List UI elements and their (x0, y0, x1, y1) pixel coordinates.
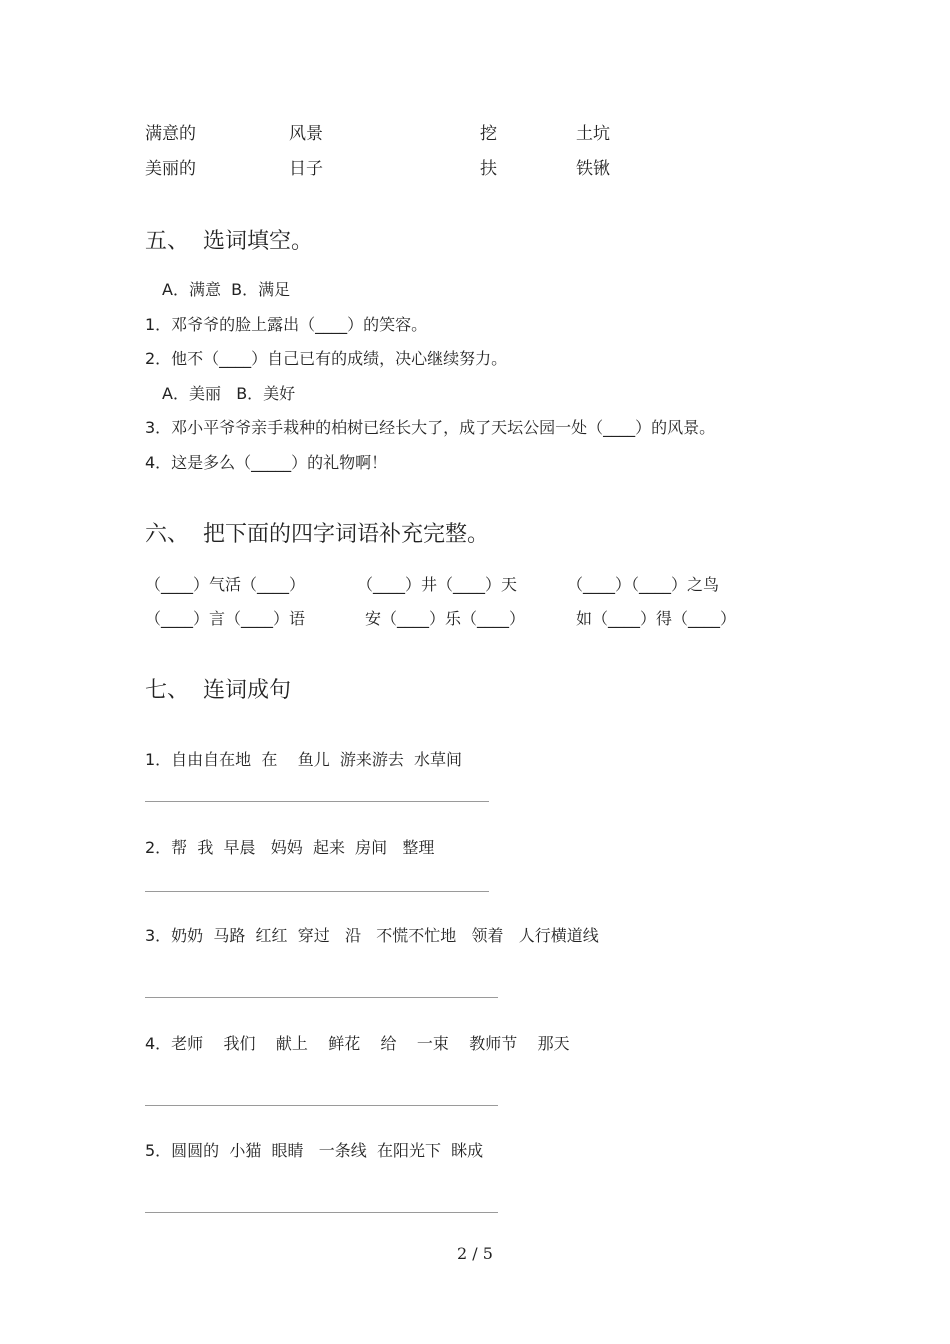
s5-options-2: A．美丽 B．美好 (162, 384, 296, 403)
s7-item-3: 3．奶奶 马路 红红 穿过 沿 不慌不忙地 领着 人行横道线 (145, 926, 599, 945)
s6-r1-c1: （____）气活（____） (145, 575, 306, 594)
s5-question-2: 2．他不（____）自己已有的成绩，决心继续努力。 (145, 349, 508, 368)
match-row1-noun: 土坑 (576, 124, 610, 144)
s7-item-4: 4．老师 我们 献上 鲜花 给 一束 教师节 那天 (145, 1034, 570, 1053)
match-row2-verb: 扶 (480, 159, 497, 179)
s7-item-2: 2．帮 我 早晨 妈妈 起来 房间 整理 (145, 838, 435, 857)
s5-question-4: 4．这是多么（_____）的礼物啊！ (145, 453, 388, 472)
match-row1-mid: 风景 (289, 124, 323, 144)
s6-r1-c2: （____）井（____）天 (357, 575, 518, 594)
answer-line-5[interactable] (145, 1212, 498, 1213)
page-number: 2 / 5 (457, 1244, 493, 1263)
answer-line-2[interactable] (145, 891, 489, 892)
s6-r2-c3: 如（____）得（____） (576, 609, 737, 628)
section6-heading: 六、 把下面的四字词语补充完整。 (145, 522, 489, 547)
match-row1-verb: 挖 (480, 124, 497, 144)
match-row2-noun: 铁锹 (576, 159, 610, 179)
match-row1-left: 满意的 (145, 124, 196, 144)
s7-item-5: 5．圆圆的 小猫 眼睛 一条线 在阳光下 眯成 (145, 1141, 484, 1160)
section5-heading: 五、 选词填空。 (145, 229, 313, 254)
match-row2-mid: 日子 (289, 159, 323, 179)
s6-r1-c3: （____）（____）之鸟 (567, 575, 720, 594)
answer-line-3[interactable] (145, 997, 498, 998)
answer-line-1[interactable] (145, 801, 489, 802)
s5-options-1: A．满意 B．满足 (162, 280, 291, 299)
match-row2-left: 美丽的 (145, 159, 196, 179)
s5-question-1: 1．邓爷爷的脸上露出（____）的笑容。 (145, 315, 428, 334)
s7-item-1: 1．自由自在地 在 鱼儿 游来游去 水草间 (145, 750, 463, 769)
answer-line-4[interactable] (145, 1105, 498, 1106)
s6-r2-c1: （____）言（____）语 (145, 609, 306, 628)
s6-r2-c2: 安（____）乐（____） (365, 609, 526, 628)
section7-heading: 七、 连词成句 (145, 678, 291, 703)
s5-question-3: 3．邓小平爷爷亲手栽种的柏树已经长大了，成了天坛公园一处（____）的风景。 (145, 418, 716, 437)
